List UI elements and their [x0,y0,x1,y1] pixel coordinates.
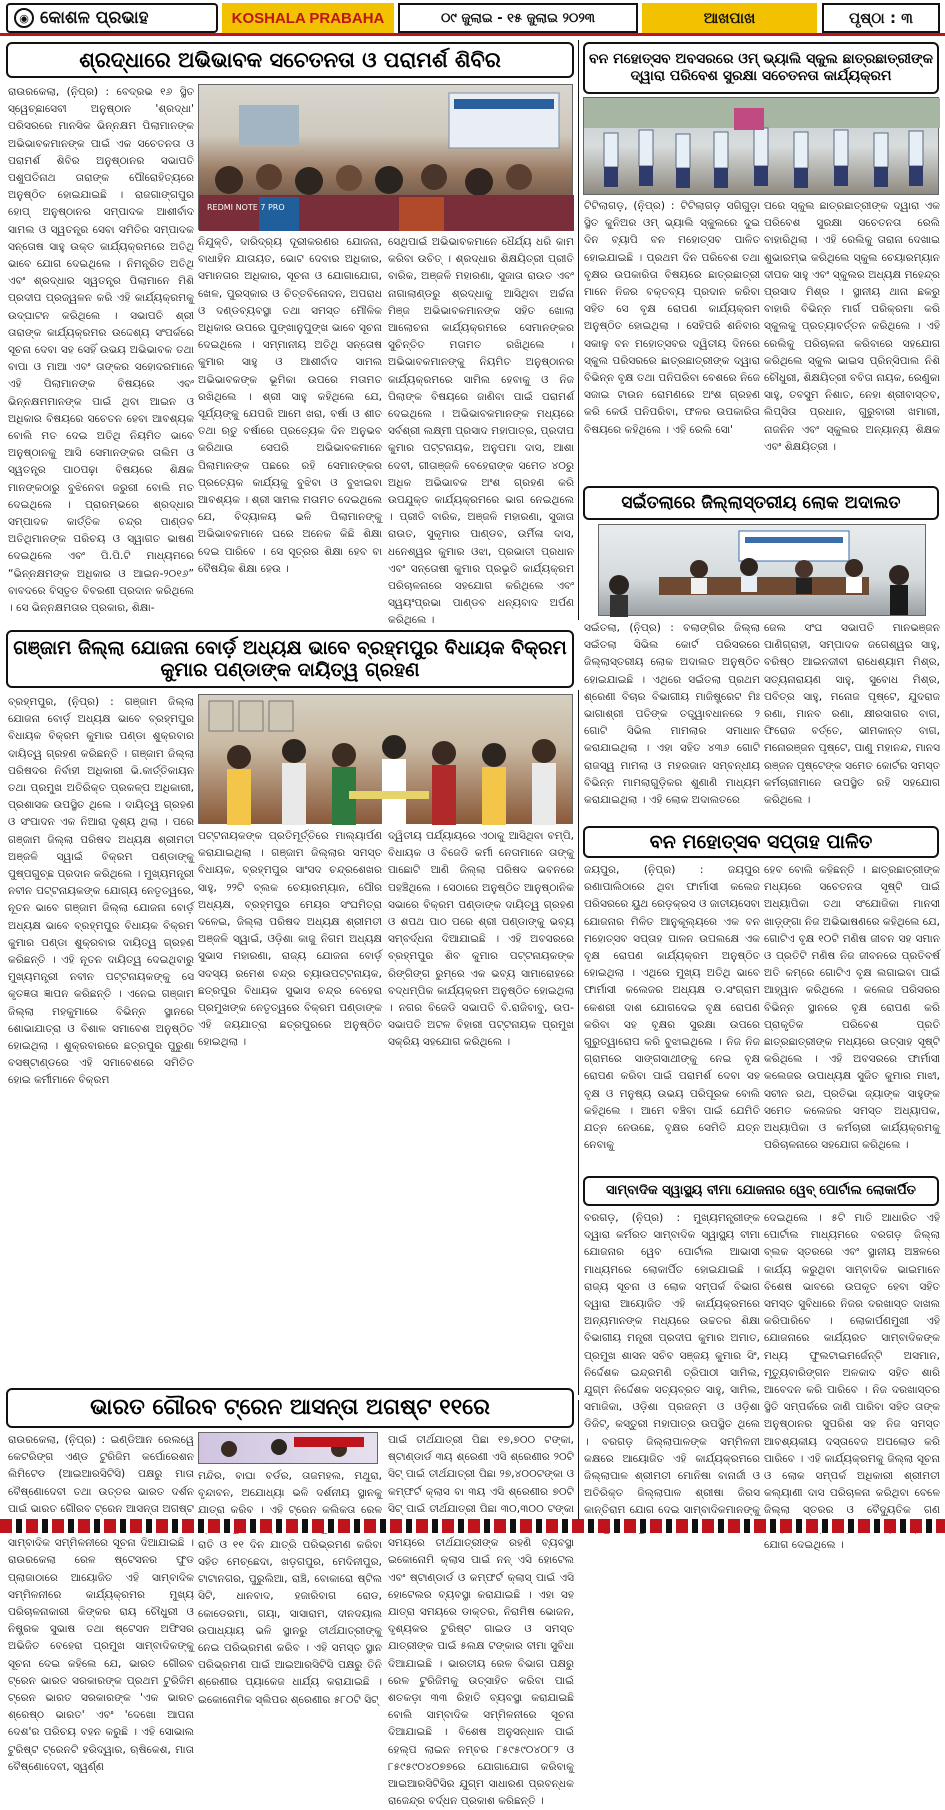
footer-border [0,1519,945,1533]
masthead [0,0,945,36]
photo-press-meet [198,1432,378,1464]
article-text: ଦ୍ୱିତୀୟ ପର୍ଯ୍ୟାୟରେ ଏଠାକୁ ଆସିଥିବା ବମ୍ପି, ବିଧାୟକ ଓ ବିଜେଡି କର୍ମୀ ନେତାମାନେ ତାଙ୍କୁ ପାଛୋଟି ଆଣି ଜିଲ୍ଲା ପରିଷଦ ଭବନରେ ପହଞ୍ଚିଥିଲେ । ସେଠାରେ ଅନୁଷ୍ଠିତ ଆନୁଷ୍ଠାନିକ ସଭାରେ ବିକ୍ରମ ପଣ୍ଡାଙ୍କ ଦାୟିତ୍ୱ ଗ୍ରହଣ ଓ ଶପଥ ପାଠ ପରେ ଶ୍ରୀ ପଣ୍ଡାଙ୍କୁ ଭବ୍ୟ ସମ୍ବର୍ଦ୍ଧନା ଦିଆଯାଇଛି । ଏହି ଅବସରରେ ବ୍ରହ୍ମପୁର ଶିବ କୁମାର ପଟ୍ଟନାୟକଙ୍କ ରିଙ୍ଗିଙ୍ଗ ରୁମ୍‌ରେ ଏକ ଭବ୍ୟ ସାମାରୋହରେ ବଦ୍ଧମ୍ପିକ କାର୍ଯ୍ୟକ୍ରମ ଅନୁଷ୍ଠିତ ହୋଇଥିଲା । ନଗର ବିଜେଡି ସଭାପତି ବି.ରାଜିବାବୁ, ଉପ-ସଭାପତି ଅଟଳ ବିହାରୀ ପଟ୍ଟନାୟକ ପ୍ରମୁଖ ସକ୍ରିୟ ସହଯୋଗ କରିଥିଲେ । [388,830,574,1049]
article-text: ଜେଲ ସଂଘ ସଭାପତି ମାନଭଞ୍ଜନ ପାଣିଗ୍ରାହୀ, ସମ୍ପାଦକ ଜଗେଶ୍ୱର ସାହୁ, ବରିଷ୍ଠ ଆଇନଜୀବୀ ରାଧେଶ୍ୟାମ ମିଶ୍ର, ସତ୍ୟନାରାୟଣ ସାହୁ, ସୁବୋଧ ମିଶ୍ର, ପବିତ୍ର ସାହୁ, ମନୋଜ ପୃଷ୍ଟେ, ଯୁଦରାଜ ରଣା, ମାନବ ରଣା, କ୍ଷୀରସାଗର ବାଗ, ଫିରୋଜ ବର୍ତ୍ତେ, ଭୀମକାନ୍ତ ବାଗ, ମନୋରଞ୍ଜନ ପୃଷ୍ଟେ, ପାଣୁ ମହାନନ୍ଦ, ମାନସ ରଞ୍ଜନ ପୃଷ୍ଟେଙ୍କ ସମେତ କୋର୍ଟର ସମସ୍ତ କର୍ମଚାରୀମାନେ ଉପସ୍ଥିତ ରହି ସହଯୋଗ କରିଥିଲେ । [764,622,940,807]
article-text: ନିଯୁକ୍ତି, ଦାରିଦ୍ର୍ୟ ଦୂରୀକରଣର ଯୋଜନା, ବାଧାହିନ ଯାତାୟତ, ଭୋଟ ଦେବାର ଅଧିକାର, ସମାନତାର ଅଧିକାର, ସୂଚନା ଓ ଯୋଗାଯୋଗ, ଖେଳ, ପୁରସ୍କାର ଓ ଚିତ୍ତବିନୋଦନ, ଅପରାଧ ଓ ଦଣ୍ଡବ୍ୟବସ୍ଥା ତଥା ସମସ୍ତ ମୌଳିକ ଅଧିକାର ଉପରେ ପୁଙ୍ଖାନୁପୁଙ୍ଖ ଭାବେ ସୂଚନା ଦେଇଥିଲେ । ସମ୍ମାନୀୟ ଅତିଥି ସନ୍ତୋଷ କୁମାର ସାହୁ ଓ ଆଶୀର୍ବାଦ ସାମଲ ଅଭିଭାବକଙ୍କ ଭୂମିକା ଉପରେ ମତାମତ ରଖିଥିଲେ । ଶ୍ରୀ ସାହୁ କହିଥିଲେ ଯେ, ସୂର୍ଯ୍ୟଙ୍କୁ ଯେପରି ଆମେ ଖରା, ବର୍ଷା ଓ ଶୀତ ତଥା ଋତୁ ବର୍ଷାରେ ପ୍ରତ୍ୟେକ ଦିନ ଅନୁଭବ କରିଥାଉ ସେପରି ଅଭିଭାବକମାନେ ପିଲାମାନଙ୍କ ପଛରେ ରହି ସେମାନଙ୍କର ପ୍ରତ୍ୟେକ କାର୍ଯ୍ୟକୁ ବୁଝିବା ଓ ବୁଝାଇବା ଆବଶ୍ୟକ । ଶ୍ରୀ ସାମଲ ମତାମତ ଦେଇଥିଲେ ଯେ, ବିଦ୍ୟାଳୟ ଭଳି ପିଲାମାନଙ୍କୁ ଅଭିଭାବକମାନେ ଘରେ ଅନେକ କିଛି ଶିକ୍ଷା ଦେଇ ପାରିବେ । ସେ ସୂତ୍ରର ଶିକ୍ଷା ହେବ ବା ବୈଷୟିକ ଶିକ୍ଷା ହେଉ । [198,236,382,575]
photo-planning-board [198,694,573,824]
brand-name: KOSHALA PRABAHA [222,3,394,33]
column-divider [578,1400,579,1520]
article-text: ପଟ୍ଟନାୟକଙ୍କ ପ୍ରତିମୂର୍ତ୍ତିରେ ମାଲ୍ୟାର୍ପଣ କରାଯାଇଥିଲା । ଗଞ୍ଜାମ ଜିଲ୍ଲାର ସମସ୍ତ ବିଧାୟକ, ବ୍ରହ୍ମପୁର ସାଂସଦ ଚନ୍ଦ୍ରଶେଖର ସାହୁ, ୨୨ଟି ବ୍ଲକ ଚେୟାରମ୍ୟାନ, ପୌର ଅଧ୍ୟକ୍ଷ, ବ୍ରହ୍ମପୁର ମେୟର ସଂଘମିତ୍ରା ଦଳେଇ, ଜିଲ୍ଲା ପରିଷଦ ଅଧ୍ୟକ୍ଷ ଶ୍ରୀମତୀ ଅଞ୍ଜଳି ସ୍ୱାଇଁ, ଓଡ଼ିଶା କାଜୁ ନିଗମ ଅଧ୍ୟକ୍ଷ ସୁଭାସ ମହାରଣା, ରାଜ୍ୟ ଯୋଜନା ବୋର୍ଡ଼ ସଦସ୍ୟ ରମେଶ ଚନ୍ଦ୍ର ଚ୍ୟାଉପଟ୍ଟନାୟକ, ଛତ୍ରପୁର ବିଧାୟକ ସୁଭାସ ଚନ୍ଦ୍ର ବେହେରା ପ୍ରମୁଖଙ୍କ ନେତୃତ୍ୱରେ ବିକ୍ରମ ପଣ୍ଡାଙ୍କ ଏହି ଜୟଯାତ୍ରା ଛତ୍ରପୁରରେ ଅନୁଷ୍ଠିତ ହୋଇଥିଲା । [198,830,382,1049]
headline-van-mahotsav-week: ବନ ମହୋତ୍ସବ ସପ୍ତାହ ପାଳିତ [583,826,939,858]
logo-text: କୋଶଳ ପ୍ରଭାହ [40,8,149,28]
photo-scene [599,525,927,617]
article-text: ଟିଟିଲାଗଡ଼, (ନି଼ପ୍ର) : ଟିଟିଲାଗଡ଼ ସଗିଗୁଡ଼ା ସ୍ଥିତ କୁନିଅର ଓମ୍ ଭ୍ୟାଲି ସ୍କୁଲରେ ଦୁଇ ଦିନ ବ୍ୟାପି ବନ ମହୋତ୍ସବ ପାଳିତ ହୋଇଯାଇଛି । ପ୍ରଥମ ଦିନ ପରିବେଶ ତଥା ବୃକ୍ଷର ଉପକାରିତା ବିଷୟରେ ଛାତ୍ରଛାତ୍ରୀ ମାନେ ନିଜର ବକ୍ତବ୍ୟ ପ୍ରଦାନ କରିବା ସହିତ ସେ ବୃକ୍ଷ ରୋପଣ କାର୍ଯ୍ୟକ୍ରମ ଅନୁଷ୍ଠିତ ହୋଇଥିଲା । ସେହିପରି ଶନିବାର ସକାଳୁ ବନ ମହୋତ୍ସବର ଦ୍ୱିତୀୟ ଦିନରେ ସ୍କୁଲ ପରିସରରେ ଛାତ୍ରଛାତ୍ରୀଙ୍କ ଦ୍ୱାରା ବିଭିନ୍ନ ବୃକ୍ଷ ତଥା ପନିପରିବା ବେଶରେ ନିଜେ ସଜାଇ ଟାଉନ ରୋମଣରେ ଅଂଶ ଗ୍ରହଣ କରି କେଉଁ ପନିପରିବା, ଫଳର ଉପକାରିତା ବିଷୟରେ କହିଥିଲେ । ଏହି ରେଲି ସୋ' [584,200,760,436]
section-name: ଆଖପାଖ [642,3,817,33]
issue-date: ୦୯ ଜୁଲାଇ - ୧୫ ଜୁଲାଇ ୨୦୨୩ [398,3,638,33]
headline-van-mahotsav-rally: ବନ ମହୋତ୍ସବ ଅବସରରେ ଓମ୍ ଭ୍ୟାଲି ସ୍କୁଲ ଛାତ୍ରଛାତ୍ରୀଙ୍କ ଦ୍ୱାରା ପରିବେଶ ସୁରକ୍ଷା ସଚେତନତା କାର୍ଯ୍ୟକ୍ରମ [583,42,939,94]
article-text: ସେଥିପାଇଁ ଅଭିଭାବକମାନେ ଧୈର୍ଯ୍ୟ ଧରି କାମ କରିବା ଉଚିତ୍ । ଶ୍ରଦ୍ଧାର ଶିକ୍ଷୟିତ୍ରୀ ପ୍ରୀତି ବାରିକ, ଅଞ୍ଜଳି ମହାରଣା, ସୁଜାତା ରାଉତ ଏବଂ ନାଗାଲାଣ୍ଡରୁ ଶ୍ରଦ୍ଧାକୁ ଆସିଥିବା ଅର୍ଚ୍ଚନା ମିଞ୍ଜ ଅଭିଭାବକମାନଙ୍କ ସହିତ ଖୋଲା ଆଲୋଚନା କାର୍ଯ୍ୟକ୍ରମରେ ସେମାନଙ୍କର ସୁଚିନ୍ତିତ ମତାମତ ରଖିଥିଲେ । ଅଭିଭାବକମାନଙ୍କୁ ନିୟମିତ ଅନୁଷ୍ଠାନର କାର୍ଯ୍ୟକ୍ରମରେ ସାମିଲ ହେବାକୁ ଓ ନିଜ ପିଲାଙ୍କ ବିଷୟରେ ଜାଣିବା ପାଇଁ ପରାମର୍ଶ ଦେଇଥିଲେ । ଅଭିଭାବକମାନଙ୍କ ମଧ୍ୟରେ ସର୍ବଶ୍ରୀ ଲକ୍ଷ୍ମୀ ପ୍ରସାଦ ମହାପାତ୍ର, ପ୍ରଦୀପ କୁମାର ପଟ୍ଟନାୟକ, ଅନୁପମା ଦାସ, ଆଶା ଦେବୀ, ଗୀତାଞ୍ଜଳି ବେହେରାଙ୍କ ସମେତ ୪୦ରୁ ଅଧିକ ଅଭିଭାବକ ଅଂଶ ଗ୍ରହଣ କରି ଉପଯୁକ୍ତ କାର୍ଯ୍ୟକ୍ରମରେ ଭାଗ ନେଇଥିଲେ । ପ୍ରୀତି ବାରିକ, ଅଞ୍ଜଳି ମହାରଣା, ସୁଜାତା ରାଉତ, ସୁକୃମାର ପାଣ୍ଡବ, ଉର୍ମିଳା ଦାସ, ଧନେଶ୍ୱର କୁମାର ଓଝା, ପ୍ରଭାତୀ ପ୍ରଧାନ ଏବଂ ସନ୍ତୋଷୀ କୁମାର ପ୍ରଭୃତି କାର୍ଯ୍ୟକ୍ରମ ପରିଚାଳନାରେ ସହଯୋଗ କରିଥିଲେ ଏବଂ ସ୍ୱୟଂପ୍ରଭା ପାଣ୍ଡବ ଧନ୍ୟବାଦ ଅର୍ପଣ କରିଥିଲେ । [388,236,574,627]
headline-awareness-camp: ଶ୍ରଦ୍ଧାରେ ଅଭିଭାବକ ସଚେତନତା ଓ ପରାମର୍ଶ ଶିବିର [6,42,574,78]
newspaper-logo [6,3,218,33]
photo-scene [584,98,940,196]
photo-lok-adalat [598,524,926,616]
article-text: ମନ୍ଦିର, ବାଘା ବର୍ଡର, ତାଜମହଲ, ମଥୁରା, ବୃନ୍ଦାବନ, ଅଯୋଧ୍ୟା ଭଳି ଦର୍ଶନୀୟ ସ୍ଥାନକୁ ଯାତ୍ରା କରିବ । ଏହି ଟ୍ରେନ କଲିକତା ରେଳ ରାତି ଓ ୧୧ ଦିନ ଯାତ୍ରି ପରିଭ୍ରମଣ କରିବା ସହିତ ମେଚ୍ଛେଦା, ଖଡ଼ଗପୁର, ମେଦିନୀପୁର, ଟାଟାନଗର, ପୁରୁଲିଆ, ରାଞ୍ଚି, ବୋକାରୋ ଷ୍ଟିଲ ସିଟି, ଧାନବାଦ, ହଜାରିବାଗ ରୋଡ, କୋଡେରମା, ଗୟା, ସାସାରାମ, ଦୀନଦୟାଲ ଉପାଧ୍ୟାୟ ଭଳି ସ୍ଥାନରୁ ତୀର୍ଥଯାତ୍ରୀଙ୍କୁ ନେଇ ପରିଭ୍ରମଣ କରିବ । ଏହି ସମସ୍ତ ସ୍ଥାନ ପରିଭ୍ରମଣ ପାଇଁ ଆଇଆରସିଟିସି ପକ୍ଷରୁ ତିନି ଶ୍ରେଣୀର ପ୍ୟାକେଜ ଧାର୍ଯ୍ୟ କରାଯାଇଛି । ଇକୋନୋମିକ ସ୍ଲିପର ଶ୍ରେଣୀର ୫୮୦ଟି ସିଟ୍ [198,1470,382,1706]
logo-icon: ◉ [14,8,34,28]
article-text: ପାଇଁ ତୀର୍ଥଯାତ୍ରୀ ପିଛା ୧୭,୭୦୦ ଟଙ୍କା, ଷ୍ଟାଣ୍ଡାର୍ଡ ୩ୟ ଶ୍ରେଣୀ ଏସି ଶ୍ରେଣୀର ୨୦ଟି ସିଟ୍ ପାଇଁ ତୀର୍ଥଯାତ୍ରୀ ପିଛା ୨୭,୪୦୦ଟଙ୍କା ଓ କମ୍ଫର୍ଟ କ୍ଲାସ ବା ୩ୟ ଏସି ଶ୍ରେଣୀର ୭୦ଟି ସିଟ୍ ପାଇଁ ତୀର୍ଥଯାତ୍ରୀ ପିଛା ୩୦,୩୦୦ ଟଙ୍କା ସମୟରେ ତୀର୍ଥଯାତ୍ରୀଙ୍କ ରହଣି ବ୍ୟବସ୍ଥା ଇକୋନୋମି କ୍ଲାସ ପାଇଁ ନନ୍ ଏସି ହୋଟେଲ ଏବଂ ଷ୍ଟାଣ୍ଡାର୍ଡ ଓ କମ୍ଫର୍ଟ କ୍ଲାସ୍ ପାଇଁ ଏସି ହୋଟେଲର ବ୍ୟବସ୍ଥା କରାଯାଇଛି । ଏହା ସହ ଯାତ୍ରା ସମୟରେ ଡାକ୍ତର, ନିରାମିଷ ଭୋଜନ, ଦୃଶ୍ୟକର ଟୁରିଷ୍ଟ ଗାଇଡ ଓ ସମସ୍ତ ଯାତ୍ରୀଙ୍କ ପାଇଁ ୫ଲକ୍ଷ ଟଙ୍କାର ବୀମା ସୁବିଧା ଦିଆଯାଇଛି । ଭାରତୀୟ ରେଳ ବିଭାଗ ପକ୍ଷରୁ ରେଳ ଟୁରିଜିମକୁ ଉତ୍ସାହିତ କରିବା ପାଇଁ ଶତକଡ଼ା ୩୩ ରିହାତି ବ୍ୟବସ୍ଥା କରାଯାଇଛି ବୋଲି ସାମ୍ବାଦିକ ସମ୍ମିଳନୀରେ ସୂଚନା ଦିଆଯାଇଛି । ବିଶେଷ ଅନୁସନ୍ଧାନ ପାଇଁ ହେଲ୍ପ ଲାଇନ ନମ୍ବର ୮୫୯୫୯୦୪୦୮୨ ଓ ୮୫୯୫୯୦୪୦୭୭ରେ ଯୋଗାଯୋଗ କରିବାକୁ ଆଇଆରସିଟିସିର ଯୁଗ୍ମ ସାଧାରଣ ପ୍ରବନ୍ଧକ ରାଜେନ୍ଦ୍ର ବର୍ଦ୍ଧନ ପ୍ରକାଶ କରିଛନ୍ତି । [388,1434,574,1808]
article-text: ବ୍ରହ୍ମପୁର, (ନି଼ପ୍ର) : ଗଞ୍ଜାମ ଜିଲ୍ଲା ଯୋଜନା ବୋର୍ଡ଼ ଅଧ୍ୟକ୍ଷ ଭାବେ ବ୍ରହ୍ମପୁର ବିଧାୟକ ବିକ୍ରମ କୁମାର ପଣ୍ଡା ଶୁକ୍ରବାର ଦାୟିତ୍ୱ ଗ୍ରହଣ କରିଛନ୍ତି । ଗଞ୍ଜାମ ଜିଲ୍ଲା ପରିଷଦର ନିର୍ବାହୀ ଅଧିକାରୀ ଭି.କାର୍ତ୍ତିକାୟନ ତଥା ପ୍ରମୁଖ ଅତିରିକ୍ତ ପ୍ରକଳ୍ପ ଅଧିକାରୀ, ପ୍ରଶାସକ ଉପସ୍ଥିତ ଥିଲେ । ଦାୟିତ୍ୱ ଗ୍ରହଣ ଓ ସଂପାଦନ ଏକ ନିଆରା ଦୃଶ୍ୟ ଥିଲା । ପରେ ଗଞ୍ଜାମ ଜିଲ୍ଲା ପରିଷଦ ଅଧ୍ୟକ୍ଷ ଶ୍ରୀମତୀ ଅଞ୍ଜଳି ସ୍ୱାଇଁ ବିକ୍ରମ ପଣ୍ଡାଙ୍କୁ ପୁଷ୍ପଗୁଚ୍ଛ ପ୍ରଦାନ କରିଥିଲେ । ମୁଖ୍ୟମନ୍ତ୍ରୀ ନବୀନ ପଟ୍ଟନାୟକଙ୍କ ଯୋଗ୍ୟ ନେତୃତ୍ୱରେ, ନୂତନ ଭାବେ ଗଞ୍ଜାମ ଜିଲ୍ଲା ଯୋଜନା ବୋର୍ଡ଼ ଅଧ୍ୟକ୍ଷ ଭାବେ ବ୍ରହ୍ମପୁର ବିଧାୟକ ବିକ୍ରମ କୁମାର ପଣ୍ଡା ଶୁକ୍ରବାର ଦାୟିତ୍ୱ ଗ୍ରହଣ କରିଛନ୍ତି । ଏହି ନୂତନ ଦାୟିତ୍ୱ ଦେଇଥିବାରୁ ମୁଖ୍ୟମନ୍ତ୍ରୀ ନବୀନ ପଟ୍ଟନାୟକଙ୍କୁ ସେ କୃତଜ୍ଞତା ଜ୍ଞାପନ କରିଛନ୍ତି । ଏନେଇ ଗଞ୍ଜାମ ଜିଲ୍ଲା ମହକୁମାରେ ବିଭିନ୍ନ ସ୍ଥାନରେ ଶୋଭାଯାତ୍ରା ଓ ବିଶାଳ ସମାବେଶ ଅନୁଷ୍ଠିତ ହୋଇଥିଲା । ଶୁକ୍ରବାରରେ ଛତ୍ରପୁର ପୁରୁଣା ବସଷ୍ଟାଣ୍ଡରେ ଏହି ସମାବେଶରେ ସମିତିତ ହୋଇ କର୍ମୀମାନେ ବିକ୍ରମ [8,696,194,1087]
article-text: ପରେ ସ୍କୁଲ ଛାତ୍ରଛାତ୍ରୀଙ୍କ ଦ୍ୱାରା ଏକ ପରିବେଶ ସୁରକ୍ଷା ସଚେତନତା ରେଲି ବାହାରିଥିଲା । ଏହି ରେଲିକୁ ତାରାନା ଦେଖାଇ ଶୁଭାରମ୍ଭ କରିଥିଲେ ସ୍କୁଲ ଚେୟାରମ୍ୟାନ ଦୀପକ ସାହୁ ଏବଂ ସ୍କୁଲର ଅଧ୍ୟକ୍ଷ ମହେନ୍ଦ୍ର ପ୍ରସାଦ ମିଶ୍ର । ସ୍ଥାନୀୟ ଥାନା ଛକରୁ ବାହାରି ବିଭିନ୍ନ ମାର୍ଗ ପରିକ୍ରମା କରି ସ୍କୁଲକୁ ପ୍ରତ୍ୟାବର୍ତ୍ତନ କରିଥିଲେ । ଏହି ରେଲିକୁ ପରିଚାଳନା କରିବାରେ ସହଯୋଗ କରିଥିଲେ ସ୍କୁଲ ଭାଇସ ପ୍ରିନ୍ସିପାଲ ନିଶି ଚୌଧୁରୀ, ଶିକ୍ଷୟିତ୍ରୀ ବବିତା ନାୟକ, ରେଣୁକା ସାହୁ, ତବସୁମ ନିଶାତ, ନେହା ଶ୍ରୀବାସ୍ତବ, ଲିପ୍ସିତା ପ୍ରଧାନ, ଗୁରୁବାରୀ ଖମାରୀ, ନାଜନିନ ଏବଂ ସ୍କୁଲର ଅନ୍ୟାନ୍ୟ ଶିକ୍ଷକ ଏବଂ ଶିକ୍ଷୟିତ୍ରୀ । [764,200,940,453]
article-text: ରାଉରକେଲା, (ନି଼ପ୍ର) : ଇଣ୍ଡିଆନ ରେଲୱେ କେଟରିଙ୍ଗ ଏଣ୍ଡ ଟୁରିଜିମ କର୍ପୋରେଶନ ଲିମିଟେଡ (ଆଇଆରସିଟିସି) ପକ୍ଷରୁ ମାତା ବୈଷ୍ଣୋଦେବୀ ତଥା ଉତ୍ତର ଭାରତ ଦର୍ଶନ ପାଇଁ ଭାରତ ଗୌରବ ଟ୍ରେନ ଆସନ୍ତା ଅଗଷ୍ଟ ସାମ୍ବାଦିକ ସମ୍ମିଳନୀରେ ସୂଚନା ଦିଆଯାଇଛି । ରାଉରକେଲା ରେଳ ଷ୍ଟେସନର ଫୁଡ ପ୍ଲାଜାଠାରେ ଆୟୋଜିତ ଏହି ସାମ୍ବାଦିକ ସମ୍ମିଳନୀରେ କାର୍ଯ୍ୟକ୍ରମର ମୁଖ୍ୟ ପରିଚାଳନାକାରୀ କିଙ୍କର ରାୟ ଚୌଧୁରୀ ଓ ନିଷ୍ଟ୍ରକ ସୁଭାଷ ତଥା ଷ୍ଟେସନ ଅଫିସର ଅଭିଜିତ ବେହେରା ପ୍ରମୁଖ ସାମ୍ବାଦିକଙ୍କୁ ସୂଚନା ଦେଇ କହିଲେ ଯେ, ଭାରତ ଗୌରବ ଟ୍ରେନ ଭାରତ ସରକାରଙ୍କ ପ୍ରଥମ ଟୁରିଜିମ ଟ୍ରେନ ଭାରତ ସରକାରଙ୍କ 'ଏକ ଭାରତ ଶ୍ରେଷ୍ଠ ଭାରତ' ଏବଂ 'ଦେଖୋ ଆପନା ଦେଶ'ର ପରିଚୟ ବହନ କରୁଛି । ଏହି ସୋଭାଲ ଟୁରିଷ୍ଟ ଟ୍ରେନଟି ହରିଦ୍ୱାର, ଋଷିକେଶ, ମାତା ବୈଷ୍ଣୋଦେବୀ, ସ୍ୱର୍ଣ୍ଣ [8,1434,194,1773]
article-text: ଦେଇଥିଲେ । ୫ଟି ମାତି ଆଧାରିତ ଏହି ପୋର୍ଟାଲ ମାଧ୍ୟମରେ ବରଗଡ଼ ଜିଲ୍ଲା ବ୍ଲକ ସ୍ତରରେ ଏବଂ ସ୍ଥାନୀୟ ଅଞ୍ଚଳରେ କାର୍ଯ୍ୟ କରୁଥିବା ସାମ୍ବାଦିକ ଭାଇମାନେ ବିଶେଷ ଭାବରେ ଉପକୃତ ହେବା ସହିତ ସମସ୍ତ ସୁବିଧାରେ ନିଜର ଦରଖାସ୍ତ ଦାଖଲ କରିପାରିବେ । ଲୋକାର୍ପଣମୁଖୀ ଏହି ଯୋଜନାରେ କାର୍ଯ୍ୟରତ ସାମ୍ବାଦିକଙ୍କ ମଧ୍ୟ ଫୁଲଟାଇମର୍ଜେନ୍ଟି ଅସମାନ, ମୃତ୍ୟୁବାରିଙ୍ଗନ ଅଳକାଦ ସହିତ ଶାରି ଆବେଦନ କରି ପାରିବେ । ନିଜ ଦରଖାସ୍ତର ସ୍ଥିତି ସମ୍ପର୍କରେ ଜାଣି ପାରିବା ସହିତ ତାଙ୍କ ଅନୁଷ୍ଠାନର ସୁପରିଶ ସହ ନିଜ ସମସ୍ତ ଆବଶ୍ୟକୀୟ ଦସ୍ତାବେଜ ଅପଲୋଡ କରି ପାରିବେ । ଏହି କାର୍ଯ୍ୟକ୍ରମକୁ ଜିଲ୍ଲା ସୂଚନା ଓ ଲୋକ ସମ୍ପର୍କ ଅଧିକାରୀ ଶ୍ରୀମତୀ କଲ୍ୟାଣୀ ଦାସ ପରିଚାଳନା କରିଥିବା ବେଳେ ଜିଲ୍ଲା ସ୍ତରର ଓ ବୈଦ୍ୟୁତିକ ଗଣ ଯୋଗ ଦେଇଥିଲେ । [764,1212,940,1551]
article-text: ରାଉରକେଲା, (ନି଼ପ୍ର) : ବେଦ୍ରଭ ୧୬ ସ୍ଥିତ ସ୍ୱେଚ୍ଛାସେବୀ ଅନୁଷ୍ଠାନ 'ଶ୍ରଦ୍ଧା' ପରିସରରେ ମାନସିକ ଭିନ୍ନକ୍ଷମ ପିଲାମାନଙ୍କ ଅଭିଭାବକମାନଙ୍କ ପାଇଁ ଏକ ସଚେତନତା ଓ ପରାମର୍ଶ ଶିବିର ଅନୁଷ୍ଠାନର ସଭାପତି ପଶୁପତିନାଥ ତାରାଙ୍କ ପୌରୋହିତ୍ୟରେ ଅନୁଷ୍ଠିତ ହୋଇଯାଇଛି । ରାଜଗାଙ୍ଗପୁର ହୋପ୍ ଅନୁଷ୍ଠାନର ସମ୍ପାଦକ ଆଶୀର୍ବାଦ ସାମଲ ଓ ସ୍ୱତନ୍ତ୍ର ସେବା ସମିତିର ସମ୍ପାଦକ ସନ୍ତୋଷ ସାହୁ ଉକ୍ତ କାର୍ଯ୍ୟକ୍ରମରେ ଅତିଥି ଭାବେ ଯୋଗ ଦେଇଥିଲେ । ନିମନ୍ତ୍ରିତ ଅତିଥି ଏବଂ ଶ୍ରଦ୍ଧାର ସ୍ୱତନ୍ତ୍ର ପିଲାମାନେ ମିଶି ପ୍ରଦୀପ ପ୍ରଜ୍ୱଳନ କରି ଏହି କାର୍ଯ୍ୟକ୍ରମକୁ ଉଦ୍‌ଘାଟନ କରିଥିଲେ । ସଭାପତି ଶ୍ରୀ ତାରାଙ୍କ କାର୍ଯ୍ୟକ୍ରମର ଉଦ୍ଦେଶ୍ୟ ସଂପର୍କରେ ସୂଚନା ଦେବା ସହ ସେହିଁ ଉଭୟ ଅଭିଭାବକ ତଥା ବାପା ଓ ମାଆ ଏବଂ ତାଙ୍କର ସହୋଦରମାନେ ଏହି ପିଲାମାନଙ୍କ ବିଷୟରେ ଏବଂ ଭିନ୍ନକ୍ଷମମାନଙ୍କ ପାଇଁ ଥିବା ଆଇନ ଓ ଅଧିକାର ବିଷୟରେ ସଚେତନ ହେବା ଆବଶ୍ୟକ ବୋଲି ମତ ଦେଇ ଅତିଥି ନିୟମିତ ଭାବେ ଅନୁଷ୍ଠାନକୁ ଆସି ସେମାନଙ୍କର ତାଲିମ ଓ ସ୍ୱତନ୍ତ୍ର ପାଠପଢ଼ା ବିଷୟରେ ଶିକ୍ଷକ ମାନଙ୍କଠାରୁ ବୁଝିନେବା ଜରୁରୀ ବୋଲି ମତ ଦେଇଥିଲେ । ପ୍ରାରମ୍ଭରେ ଶ୍ରଦ୍ଧାର ସମ୍ପାଦକ କାର୍ତ୍ତିକ ଚନ୍ଦ୍ର ପାଣ୍ଡବ ଅତିଥିମାନଙ୍କ ପରିଚୟ ଓ ସ୍ୱାଗତ ଭାଷଣ ଦେଇଥିଲେ ଏବଂ ପି.ପି.ଟି ମାଧ୍ୟମରେ “ଭିନ୍ନକ୍ଷମଙ୍କ ଅଧିକାର ଓ ଆଇନ-୨୦୧୬” ବାବଦରେ ବିସ୍ତୃତ ବିବରଣୀ ପ୍ରଦାନ କରିଥିଲେ । ସେ ଭିନ୍ନକ୍ଷମତାର ପ୍ରକାର, ଶିକ୍ଷା- [8,86,194,615]
photo-scene [199,1433,379,1465]
photo-scene [199,695,574,825]
headline-lok-adalat: ସଇଁତଲାରେ ଜିଲ୍ଲାସ୍ତରୀୟ ଲୋକ ଅଦାଲତ [583,486,939,520]
article-text: ହେବ ବୋଲି କହିଛନ୍ତି । ଛାତ୍ରଛାତ୍ରୀଙ୍କ ମଧ୍ୟରେ ସଚେତନତା ସୃଷ୍ଟି ପାଇଁ ଅଧ୍ୟାପିକା ତଥା ସଂଯୋଜିକା ମାନସୀ ଖାଡ଼୍‌ଙ୍ଗା ନିଜ ଅଭିଭାଷଣରେ କହିଥିଲେ ଯେ, ଗୋଟିଏ ବୃକ୍ଷ ୧୦ଟି ମଣିଷ ଜୀବନ ସହ ସମାନ ଓ ପ୍ରତିଟି ମଣିଷ ନିଜ ଜୀବନରେ ପ୍ରତିବର୍ଷ ଅତି କମ୍‌ରେ ଗୋଟିଏ ବୃକ୍ଷ ଲଗାଇବା ପାଇଁ ଆହ୍ୱାନ କରିଥିଲେ । କଲେଜ ପରିସରର ବିଭିନ୍ନ ସ୍ଥାନରେ ବୃକ୍ଷ ରୋପଣ କରି ପ୍ରାକୃତିକ ପରିବେଶ ପ୍ରତି ଛାତ୍ରଛାତ୍ରୀଙ୍କ ମଧ୍ୟରେ ଉତ୍ସାହ ସୃଷ୍ଟି କରିଥିଲେ । ଏହି ଅବସରରେ ଫାର୍ମାସୀ କଲେଜର ଉପାଧ୍ୟକ୍ଷ ସୁଜିତ କୁମାର ମାଝୀ, ସଚୀନ ରଥ, ପ୍ରତିଭା ଜ୍ୟାଙ୍କ ସାହୁଙ୍କ ସମେତ କଲେଜର ସମସ୍ତ ଅଧ୍ୟାପକ, ଅଧ୍ୟାପିକା ଓ କର୍ମଚାରୀ କାର୍ଯ୍ୟକ୍ରମକୁ ପରିଚାଳନାରେ ସହଯୋଗ କରିଥିଲେ । [764,864,940,1152]
article-text: ଜୟପୁର, (ନି଼ପ୍ର) : ଜୟପୁର ରଣାପାଲିଠାରେ ଥିବା ଫାର୍ମାସୀ କଲେଜ ପରିସରରେ ୟୁଥ ରେଡ଼କ୍ରସ ଓ ଜାତୀୟସେବା ଯୋଜନାର ମିଳିତ ଆନୁକୂଲ୍ୟରେ ଏକ ବନ ମହୋତ୍ସବ ସପ୍ତାହ ପାଳନ ଉପଲକ୍ଷେ ଏକ ବୃକ୍ଷ ରୋପଣ କାର୍ଯ୍ୟକ୍ରମ ଅନୁଷ୍ଠିତ ହୋଇଥିଲା । ଏଥିରେ ମୁଖ୍ୟ ଅତିଥି ଭାବେ ଫାର୍ମାସୀ କଲେଜର ଅଧ୍ୟକ୍ଷ ଡ.ସଂଗ୍ରାମ କେଶରୀ ଦାଶ ଯୋଗଦେଇ ବୃକ୍ଷ ରୋପଣ କରିବା ସହ ବୃକ୍ଷର ସୁରକ୍ଷା ଉପରେ ଗୁରୁତ୍ୱାରୋପ କରି ବୁଝାଇଥିଲେ । ନିଜ ନିଜ ଗ୍ରାମରେ ସାଙ୍ଗସାଥୀଙ୍କୁ ନେଇ ବୃକ୍ଷ ରୋପଣ କରିବା ପାଇଁ ପରାମର୍ଶ ଦେବା ସହ ବୃକ୍ଷ ଓ ମନୁଷ୍ୟ ଉଭୟ ପରିପୂରକ ବୋଲି କହିଥିଲେ । ଆମେ ବଞ୍ଚିବା ପାଇଁ ଯେମିତି ଯତ୍ନ ନେଉଛେ, ବୃକ୍ଷର ସେମିତି ଯତ୍ନ ନେବାକୁ [584,864,760,1152]
photo-watermark: REDMI NOTE 7 PRO [207,203,285,212]
headline-bharat-gaurav-train: ଭାରତ ଗୌରବ ଟ୍ରେନ ଆସନ୍ତା ଅଗଷ୍ଟ ୧୧ରେ [6,1388,574,1428]
column-divider [578,40,579,620]
page-number: ପୃଷ୍ଠା : ୩ [822,3,940,33]
article-text: ବରଗଡ଼, (ନି଼ପ୍ର) : ମୁଖ୍ୟମନ୍ତ୍ରୀଙ୍କ ଦ୍ୱାରା କର୍ମରତ ସାମ୍ବାଦିକ ସ୍ୱାସ୍ଥ୍ୟ ବୀମା ଯୋଜନାର ୱେବ ପୋର୍ଟାଲ ଆଭାସୀ ମାଧ୍ୟମରେ ଲୋକାର୍ପିତ ହୋଇଯାଇଛି । ରାଜ୍ୟ ସୂଚନା ଓ ଲୋକ ସମ୍ପର୍କ ବିଭାଗ ଦ୍ୱାରା ଆୟୋଜିତ ଏହି କାର୍ଯ୍ୟକ୍ରମରେ ଅନ୍ୟମାନଙ୍କ ମଧ୍ୟରେ ଉଚ୍ଚତର ଶିକ୍ଷା ବିଭାଗୀୟ ମନ୍ତ୍ରୀ ପ୍ରଦୀପ କୁମାର ଅମାତ, ପ୍ରମୁଖ ଶାସନ ସଚିବ ସଞ୍ଜୟ କୁମାର ସିଂ, ନିର୍ଦ୍ଦେଶକ ଇନ୍ଦ୍ରମଣି ତ୍ରିପାଠୀ ସାମିଲ, ଯୁଗ୍ମ ନିର୍ଦ୍ଦେଶକ ସତ୍ୟବ୍ରତ ସାହୁ, ସାମିଲ, ସମାଜିକା, ଓଡ଼ିଶା ପ୍ରଜନ୍ମ ଓ ଓଡ଼ିଶା ଡିଜିଟ୍, କସ୍ତୁରୀ ମହାପାତ୍ର ଉପସ୍ଥିତ ଥିଲେ । ବରଗଡ଼ ଜିଲ୍ଲାପାଳଙ୍କ ସମ୍ମିଳନୀ କକ୍ଷରେ ଆୟୋଜିତ ଏହି କାର୍ଯ୍ୟକ୍ରମରେ ଜିଲ୍ଲାପାଳ ଶ୍ରୀମତୀ ମୋନିଷା ବାନାର୍ଜୀ ଓ ଅତିରିକ୍ତ ଜିଲ୍ଲାପାଳ ଶ୍ରୀଷା ଜିରସ କାନ୍ତିରାମ ଯୋଗ ଦେଇ ସାମ୍ବାଦିକମାନଙ୍କୁ [584,1212,760,1517]
article-text: ସଇଁତଲା, (ନି଼ପ୍ର) : ବଲାଙ୍ଗିର ଜିଲ୍ଲା ସଇଁତଲା ସିଭିଲ କୋର୍ଟ ପରିସରରେ ଜିଲ୍ଲାସ୍ତରୀୟ ଲୋକ ଅଦାଲତ ଅନୁଷ୍ଠିତ ହୋଇଯାଇଛି । ଏଥିରେ ସଇଁତଲା ପ୍ରଥମ ଶ୍ରେଣୀ ବିଚାର ବିଭାଗୀୟ ମାଜିଷ୍ଟ୍ରେଟ ମିଃ ଭାଗାଶ୍ରୀ ପତିଙ୍କ ତତ୍ତ୍ୱାବଧାନରେ ୨ ଗୋଟି ସିଭିଲ ମାମଲାର ସମାଧାନ କରାଯାଇଥିଲା । ଏହା ସହିତ ୪୩୬ ଗୋଟି ରାଜସ୍ୱ ମାମଲା ଓ ମହରଜାନ ସମ୍ବନ୍ଧୀୟ ବିଭିନ୍ନ ମାମଲାଗୁଡ଼ିକର ଶୁଣାଣି ମାଧ୍ୟମ କରାଯାଇଥିଲା । ଏହି ଲୋକ ଅଦାଲତରେ [584,622,760,807]
column-divider [578,690,579,1395]
photo-awareness-camp [198,84,573,230]
photo-school-rally [583,97,939,195]
headline-planning-board: ଗଞ୍ଜାମ ଜିଲ୍ଲା ଯୋଜନା ବୋର୍ଡ଼ ଅଧ୍ୟକ୍ଷ ଭାବେ ବ୍ରହ୍ମପୁର ବିଧାୟକ ବିକ୍ରମ କୁମାର ପଣ୍ଡାଙ୍କ ଦାୟିତ୍ୱ ଗ୍ରହଣ [6,630,574,688]
headline-health-insurance-portal: ସାମ୍ବାଦିକ ସ୍ୱାସ୍ଥ୍ୟ ବୀମା ଯୋଜନାର ୱେବ୍ ପୋର୍ଟାଲ ଲୋକାର୍ପିତ [583,1176,939,1206]
